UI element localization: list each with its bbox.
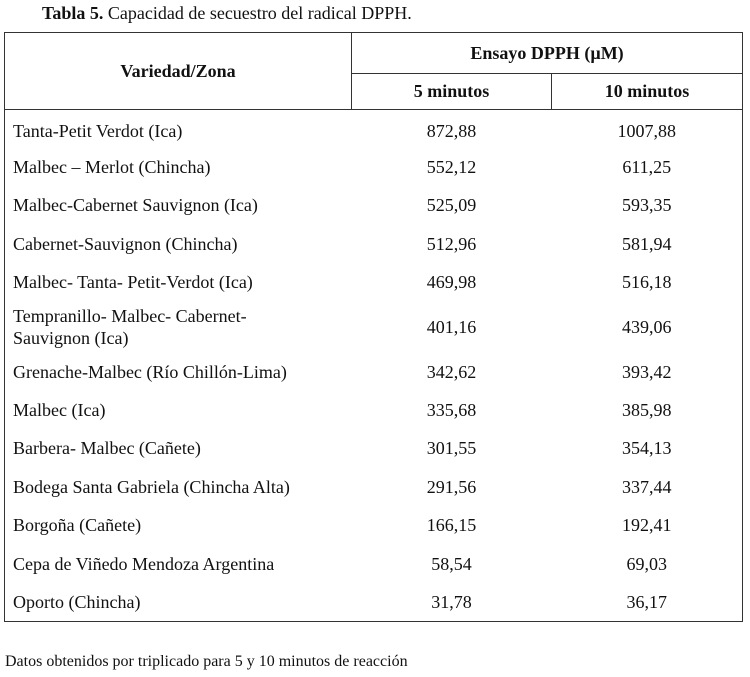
row-value-5min: 58,54	[431, 553, 472, 574]
table-row	[5, 391, 743, 429]
row-value-10min: 516,18	[552, 263, 743, 301]
row-variety: Bodega Santa Gabriela (Chincha Alta)	[5, 468, 352, 506]
header-5-minutos: 5 minutos	[352, 74, 552, 110]
table-row	[5, 263, 743, 301]
row-variety-line2: Sauvignon (Ica)	[13, 327, 129, 348]
row-value-10min: 593,35	[552, 186, 743, 224]
header-variedad-zona: Variedad/Zona	[5, 33, 352, 110]
row-variety: Grenache-Malbec (Río Chillón-Lima)	[5, 352, 352, 390]
table-row	[5, 186, 743, 224]
row-value-5min: 525,09	[426, 195, 477, 216]
row-value-5min: 872,88	[426, 120, 477, 141]
row-variety: Borgoña (Cañete)	[5, 506, 352, 544]
row-variety	[5, 301, 352, 352]
table-caption	[42, 2, 412, 24]
row-value-10min: 393,42	[552, 352, 743, 390]
caption-label: Tabla 5.	[42, 3, 104, 23]
table-row	[5, 352, 743, 390]
row-value-5min: 31,78	[352, 583, 552, 621]
caption-text: Capacidad de secuestro del radical DPPH.	[103, 3, 412, 23]
row-variety: Malbec (Ica)	[5, 391, 352, 429]
table-row	[5, 429, 743, 467]
row-variety: Malbec- Tanta- Petit-Verdot (Ica)	[5, 263, 352, 301]
row-value-10min: 36,17	[552, 583, 743, 621]
table-row	[5, 544, 743, 582]
row-variety-line1: Tempranillo- Malbec- Cabernet-	[13, 305, 247, 326]
header-ensayo-dpph: Ensayo DPPH (µM)	[352, 33, 743, 74]
row-value-10min: 69,03	[552, 544, 743, 582]
row-value-5min: 512,96	[426, 233, 477, 254]
table-row	[5, 110, 743, 148]
header-10-minutos: 10 minutos	[552, 74, 743, 110]
row-value-5min: 166,15	[426, 515, 477, 536]
row-value-10min: 1007,88	[552, 110, 743, 148]
row-value-10min: 611,25	[552, 148, 743, 186]
table-row	[5, 301, 743, 352]
row-variety: Cepa de Viñedo Mendoza Argentina	[5, 544, 352, 582]
table-row	[5, 148, 743, 186]
dpph-table	[4, 32, 743, 622]
row-value-10min: 581,94	[552, 225, 743, 263]
table-row	[5, 506, 743, 544]
table-footnote: Datos obtenidos por triplicado para 5 y 10 minutos de reacción	[5, 653, 408, 670]
row-value-5min: 469,98	[426, 272, 477, 293]
row-value-5min: 335,68	[426, 400, 477, 421]
table-row	[5, 225, 743, 263]
row-variety: Cabernet-Sauvignon (Chincha)	[5, 225, 352, 263]
row-variety: Malbec – Merlot (Chincha)	[5, 148, 352, 186]
row-value-10min: 354,13	[552, 429, 743, 467]
row-value-5min: 552,12	[426, 157, 477, 178]
row-value-5min: 291,56	[426, 476, 477, 497]
row-variety: Oporto (Chincha)	[5, 583, 352, 621]
row-variety: Malbec-Cabernet Sauvignon (Ica)	[5, 186, 352, 224]
row-value-5min: 301,55	[426, 438, 477, 459]
row-variety: Tanta-Petit Verdot (Ica)	[5, 110, 352, 148]
row-value-10min: 385,98	[552, 391, 743, 429]
row-value-5min: 401,16	[426, 316, 477, 337]
row-value-10min: 192,41	[552, 506, 743, 544]
row-value-5min: 342,62	[426, 361, 477, 382]
row-variety: Barbera- Malbec (Cañete)	[5, 429, 352, 467]
row-value-10min: 439,06	[552, 301, 743, 352]
table-row	[5, 468, 743, 506]
table-row	[5, 583, 743, 621]
row-value-10min: 337,44	[552, 468, 743, 506]
